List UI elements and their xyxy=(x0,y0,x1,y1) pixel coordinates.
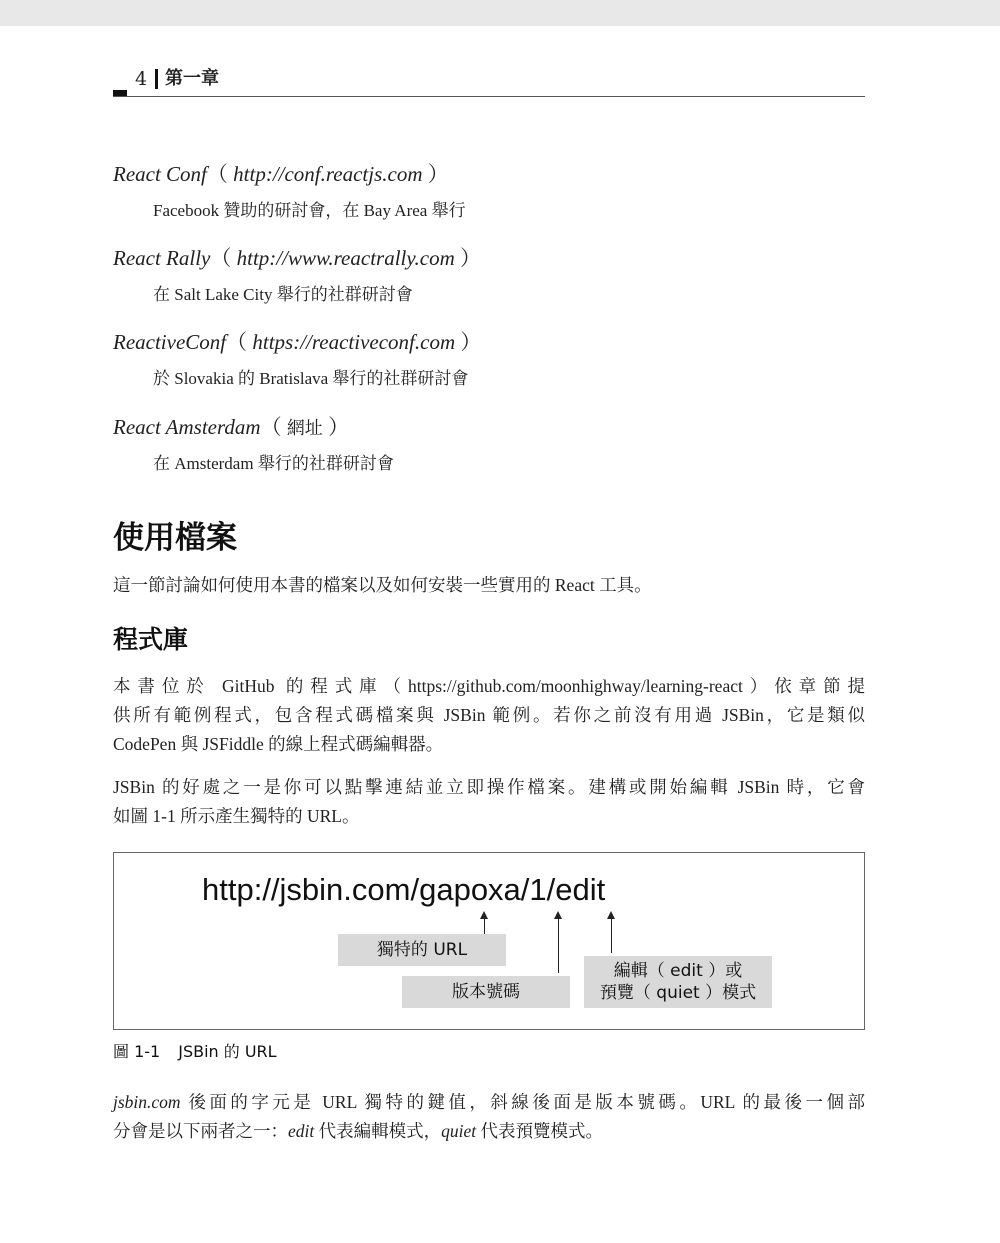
section-intro xyxy=(113,571,865,600)
label-mode-line: 預覽（ quiet ）模式 xyxy=(599,983,757,1003)
conference-url: 網址 xyxy=(286,418,323,438)
section-title: 使用檔案 xyxy=(113,520,237,556)
inline-code-quiet: quiet xyxy=(441,1121,477,1141)
label-unique-url: 獨特的 URL xyxy=(338,934,506,966)
page-number: 4 xyxy=(135,68,148,90)
paragraph-line: 如圖 1-1 所示產生獨特的 URL。 xyxy=(113,806,360,826)
conference-url[interactable]: https://reactiveconf.com xyxy=(252,330,456,354)
figure-jsbin-url xyxy=(113,852,865,1030)
paragraph-line xyxy=(113,1088,865,1117)
page-header xyxy=(113,66,865,97)
conference-term-reactiveconf: ReactiveConf（ https://reactiveconf.com ） xyxy=(113,330,482,354)
chapter-title: 第一章 xyxy=(165,68,219,89)
conference-name: React Rally xyxy=(113,246,211,270)
caption-number: 圖 1-1 xyxy=(113,1042,161,1061)
label-mode xyxy=(584,956,772,1008)
header-separator xyxy=(155,69,158,89)
paragraph-text: 分會是以下兩者之一： xyxy=(113,1121,288,1141)
inline-code-edit: edit xyxy=(288,1121,315,1141)
paragraph-text: 後面的字元是 URL 獨特的鍵值，斜線後面是版本號碼。URL 的最後一個部 xyxy=(180,1092,865,1112)
subsection-title: 程式庫 xyxy=(113,625,189,654)
figure-url-text: http://jsbin.com/gapoxa/1/edit xyxy=(202,872,606,907)
conference-desc-react-rally: 在 Salt Lake City 舉行的社群研討會 xyxy=(153,285,413,304)
paragraph-line: CodePen 與 JSFiddle 的線上程式碼編輯器。 xyxy=(113,734,444,754)
paragraph-line xyxy=(113,1117,865,1146)
paragraph-text: 代表預覽模式。 xyxy=(476,1121,603,1141)
pointer-line xyxy=(558,917,559,973)
paragraph-repository xyxy=(113,672,865,759)
paragraph-url-explained xyxy=(113,1088,865,1146)
paragraph-jsbin xyxy=(113,773,865,831)
figure-caption xyxy=(113,1041,277,1063)
label-mode-line: 編輯（ edit ）或 xyxy=(613,961,743,981)
paragraph-line: JSBin 的好處之一是你可以點擊連結並立即操作檔案。建構或開始編輯 JSBin 時，它會 xyxy=(113,777,865,797)
pointer-line xyxy=(484,917,485,935)
conference-url[interactable]: http://conf.reactjs.com xyxy=(233,162,423,186)
conference-term-react-conf: React Conf（ http://conf.reactjs.com ） xyxy=(113,162,449,186)
conference-desc-reactiveconf: 於 Slovakia 的 Bratislava 舉行的社群研討會 xyxy=(153,369,469,388)
top-bar xyxy=(0,0,1000,26)
conference-desc-react-amsterdam: 在 Amsterdam 舉行的社群研討會 xyxy=(153,454,394,473)
conference-term-react-amsterdam: React Amsterdam（ 網址 ） xyxy=(113,415,350,439)
conference-term-react-rally: React Rally（ http://www.reactrally.com ） xyxy=(113,246,482,270)
conference-desc-react-conf: Facebook 贊助的研討會，在 Bay Area 舉行 xyxy=(153,201,466,220)
pointer-line xyxy=(611,917,612,953)
conference-name: React Conf xyxy=(113,162,207,186)
conference-name: ReactiveConf xyxy=(113,330,227,354)
conference-url[interactable]: http://www.reactrally.com xyxy=(236,246,455,270)
intro-line: 這一節討論如何使用本書的檔案以及如何安裝一些實用的 React 工具。 xyxy=(113,575,652,595)
label-version-number: 版本號碼 xyxy=(402,976,570,1008)
header-mark xyxy=(113,90,127,96)
paragraph-line: 供所有範例程式，包含程式碼檔案與 JSBin 範例。若你之前沒有用過 JSBin，它是類似 xyxy=(113,705,865,725)
paragraph-text: 代表編輯模式， xyxy=(314,1121,442,1141)
conference-name: React Amsterdam xyxy=(113,415,261,439)
inline-code-jsbin: jsbin.com xyxy=(113,1092,181,1112)
caption-text: JSBin 的 URL xyxy=(178,1042,277,1061)
paragraph-line: 本書位於 GitHub 的程式庫（https://github.com/moonhighway/learning-react）依章節提 xyxy=(113,676,865,696)
